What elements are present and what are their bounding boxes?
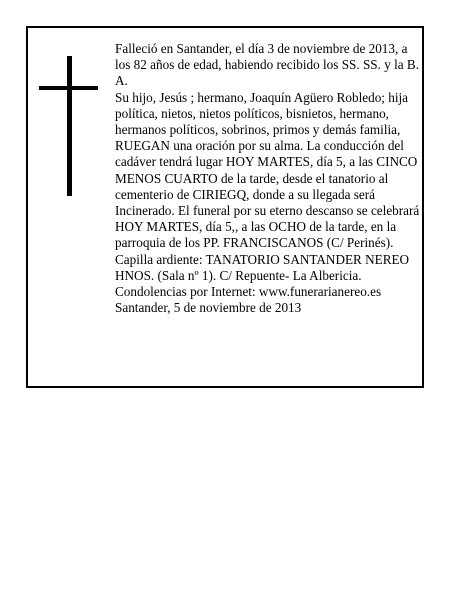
notice-date: Santander, 5 de noviembre de 2013 [115,300,302,316]
obituary-notice [26,26,424,388]
death-announcement: Falleció en Santander, el día 3 de noviembre de 2013, a los 82 años de edad, habiendo recibido los SS. SS. y la B. A. [115,41,420,89]
obituary-text [115,41,421,316]
online-condolences: Condolencias por Internet: www.funerarianereo.es [115,284,382,300]
cross-horizontal-bar [39,86,98,90]
family-and-service-details: Su hijo, Jesús ; hermano, Joaquín Agüero Robledo; hija política, nietos, nietos políticos, bisnietos, hermano, hermanos políticos, sobrinos, primos y demás familia, RUEGAN una oración por su alma. La conducción del cadáver tendrá lugar HOY MARTES, día 5, a las CINCO MENOS CUARTO de la tarde, desde el tanatorio al cementerio de CIRIEGQ, donde a su llegada será Incinerado. El funeral por su eterno descanso se celebrará HOY MARTES, día 5,, a las OCHO de la tarde, en la parroquia de los PP. FRANCISCANOS (C/ Perinés). Capilla ardiente: TANATORIO SANTANDER NEREO HNOS. (Sala nº 1). C/ Repuente- La Albericia. [115,89,420,283]
cross-vertical-bar [67,56,72,196]
